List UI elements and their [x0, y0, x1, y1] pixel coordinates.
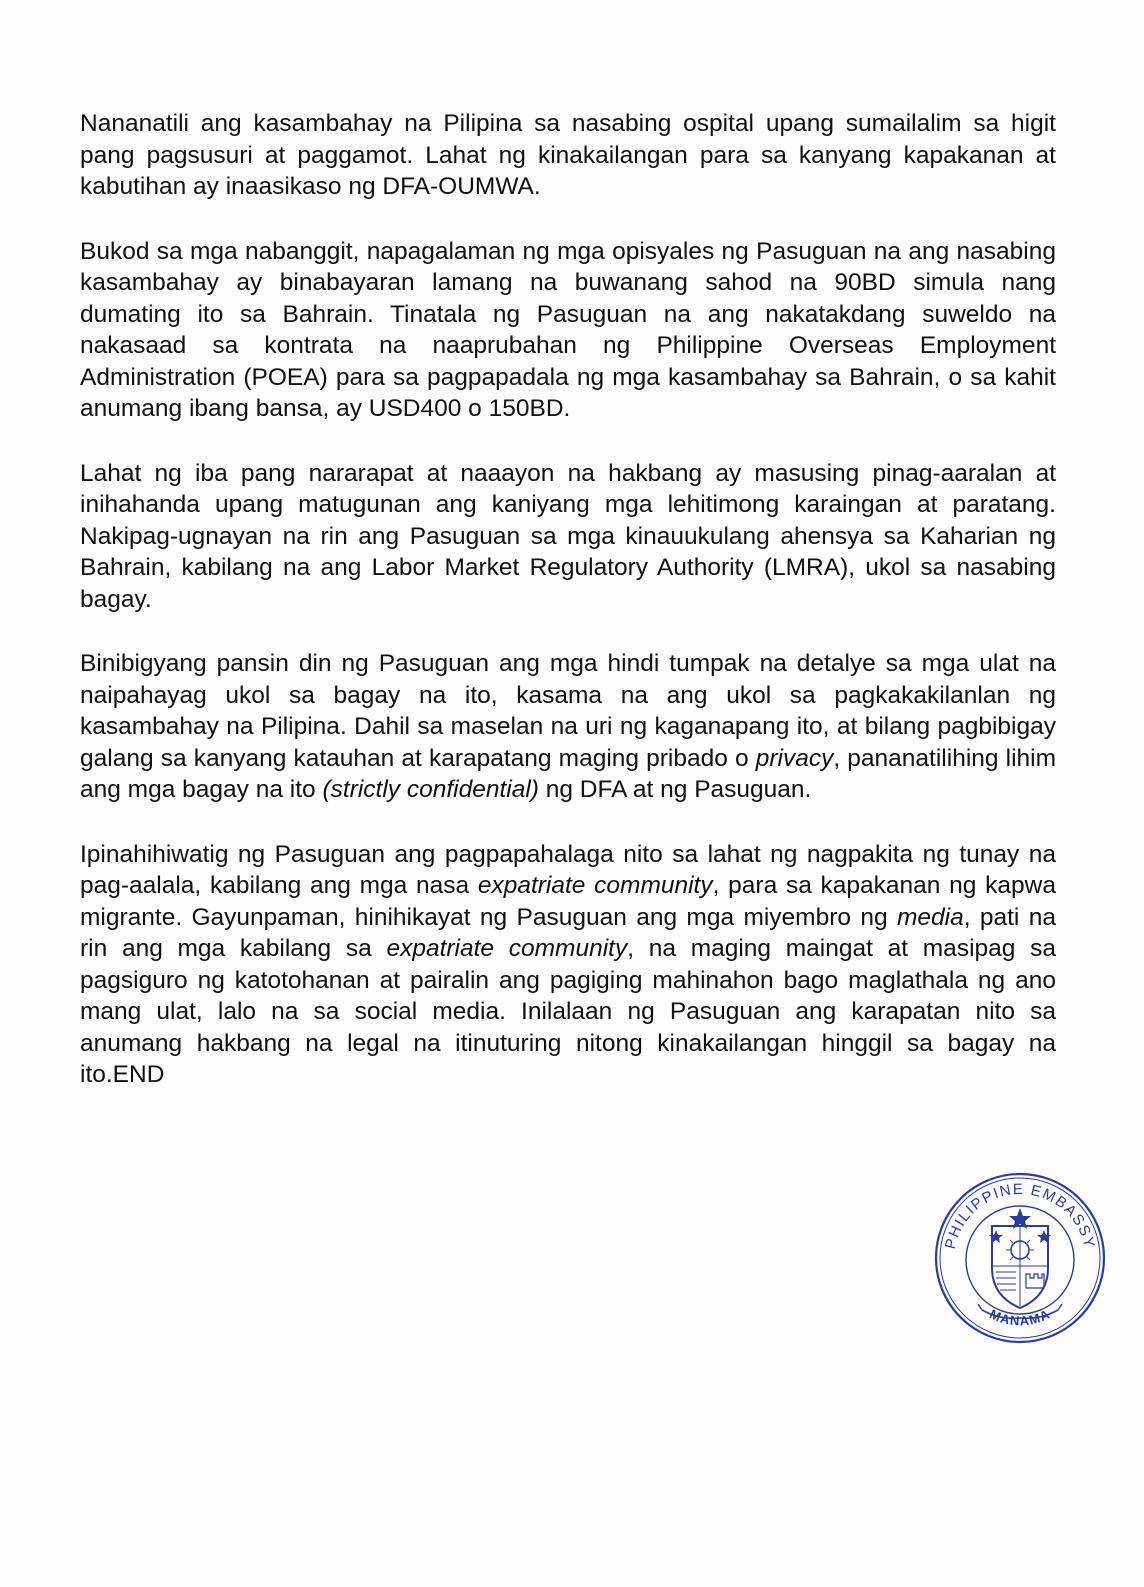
paragraph-text: ng DFA at ng Pasuguan. [538, 776, 812, 803]
seal-top-text: PHILIPPINE EMBASSY [941, 1180, 1099, 1251]
italic-text: expatriate community [386, 935, 628, 962]
paragraph-text: Bukod sa mga nabanggit, napagalaman ng mga opisyales ng Pasuguan na ang nasabing kasambahay ay binabayaran lamang na buwanang sahod na 90BD simula nang dumating ito sa Bahrain. Tinatala ng Pasuguan na ang nakatakdang suweldo na nakasaad sa kontrata na naaprubahan ng Philippine Overseas Employment Administration (POEA) para sa pagpapadala ng mga kasambahay sa Bahrain, o sa kahit anumang ibang bansa, ay USD400 o 150BD. [80, 237, 1056, 422]
seal-bottom-text: MANAMA [987, 1306, 1053, 1329]
paragraph-text: Ipinahihiwatig ng Pasuguan ang pagpapahalaga nito sa lahat ng nagpakita ng tunay na pag-aalala, kabilang ang mga nasa [80, 840, 1056, 899]
paragraph-text: , pati na rin ang mga kabilang sa [80, 903, 1056, 962]
italic-text: (strictly confidential) [322, 776, 539, 803]
paragraph-text: Binibigyang pansin din ng Pasuguan ang mga hindi tumpak na detalye sa mga ulat na naipahayag ukol sa bagay na ito, kasama na ang ukol sa pagkakakilanlan ng kasambahay na Pilipina. Dahil sa maselan na uri ng kaganapang ito, at bilang pagbibigay galang sa kanyang katauhan at karapatang maging pribado o [80, 650, 1056, 772]
italic-text: media [896, 903, 964, 931]
embassy-seal [930, 1168, 1110, 1348]
paragraph [80, 236, 1056, 425]
paragraph-text: Lahat ng iba pang nararapat at naaayon na hakbang ay masusing pinag-aaralan at inihahanda upang matugunan ang kaniyang mga lehitimong karaingan at paratang. Nakipag-ugnayan na rin ang Pasuguan sa mga kinauukulang ahensya sa Kaharian ng Bahrain, kabilang na ang Labor Market Regulatory Authority (LMRA), ukol sa nasabing bagay. [80, 459, 1056, 613]
paragraph [80, 458, 1056, 616]
paragraph-text: , pananatilihing lihim ang mga bagay na ito [80, 744, 1057, 803]
document-body [80, 108, 1056, 1091]
paragraph [80, 108, 1056, 203]
italic-text: privacy [755, 744, 834, 772]
paragraph-text: , para sa kapakanan ng kapwa migrante. Gayunpaman, hinihikayat ng Pasuguan ang mga miyembro ng [80, 872, 1056, 931]
paragraph-text: Nananatili ang kasambahay na Pilipina sa nasabing ospital upang sumailalim sa higit pang pagsusuri at paggamot. Lahat ng kinakailangan para sa kanyang kapakanan at kabutihan ay inaasikaso ng DFA-OUMWA. [80, 110, 1056, 200]
paragraph [80, 839, 1056, 1091]
italic-text: expatriate community [477, 872, 713, 899]
paragraph [80, 648, 1056, 806]
paragraph-text: , na maging maingat at masipag sa pagsiguro ng katotohanan at pairalin ang pagiging mahinahon bago maglathala ng ano mang ulat, lalo na sa social media. Inilalaan ng Pasuguan ang karapatan nito sa anumang hakbang na legal na itinuturing nitong kinakailangan hinggil sa bagay na ito.END [80, 935, 1056, 1088]
